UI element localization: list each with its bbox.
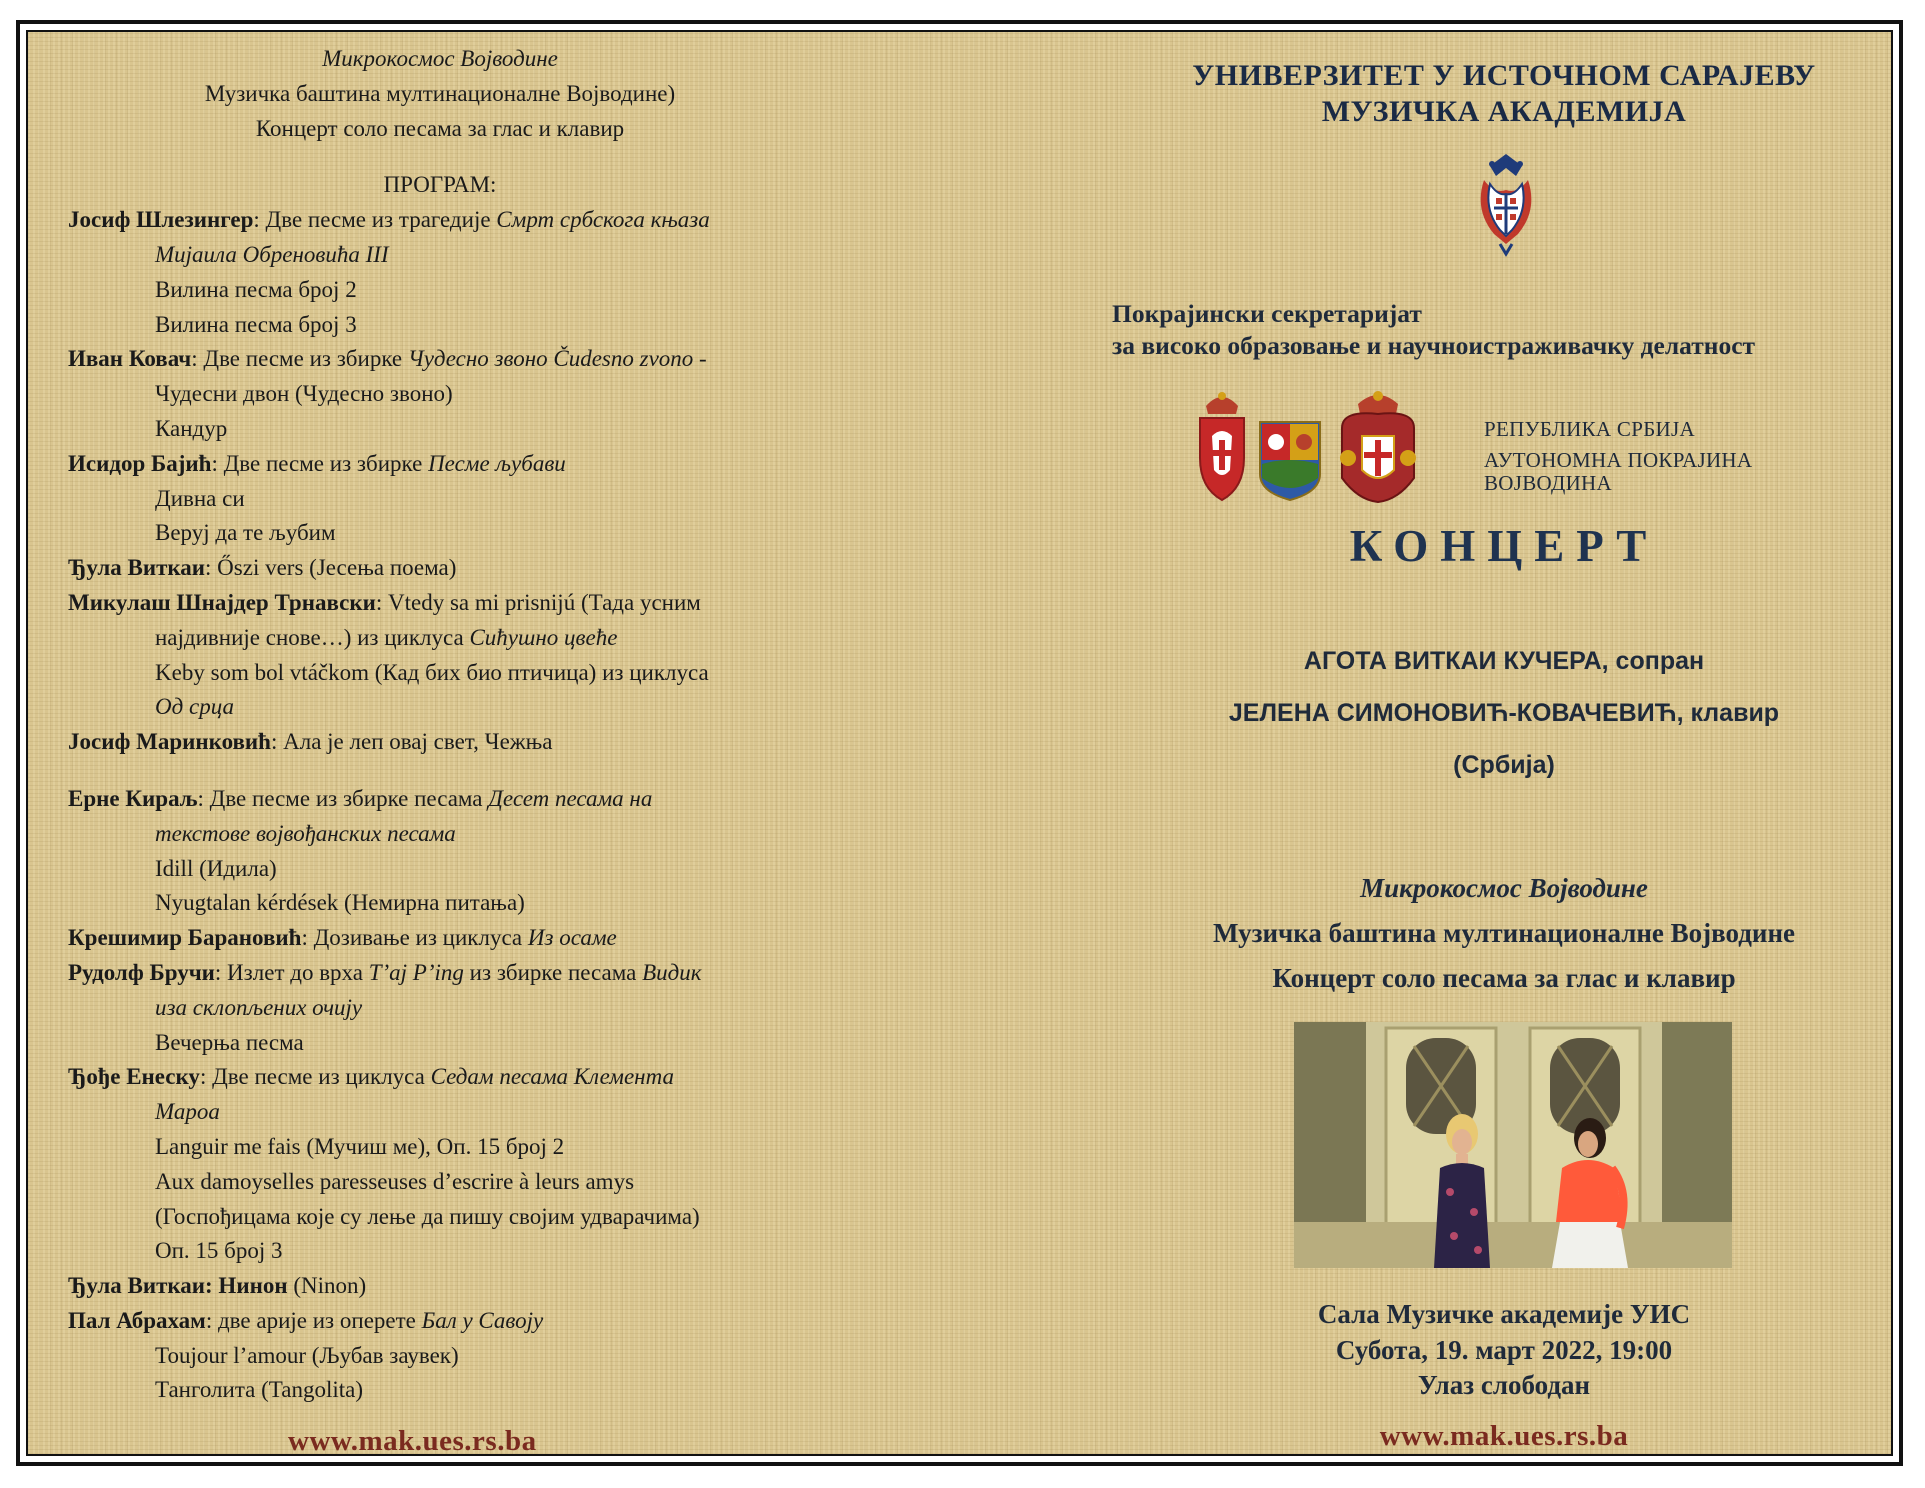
work-title: Toujour l’amour (Љубав заувек)	[155, 1342, 459, 1368]
work-description: : Дозивање из циклуса	[301, 925, 528, 951]
program-entry	[68, 956, 812, 991]
event-details	[1078, 1297, 1893, 1404]
program-entry-continued	[68, 817, 812, 852]
work-description: : Őszi vers (Јесења поема)	[205, 555, 457, 581]
page-frame	[16, 20, 1903, 1466]
entry-info: Улаз слободан	[1417, 1370, 1591, 1400]
program-entry-continued	[68, 516, 812, 551]
program-header-series: Микрокосмос Војводине	[322, 46, 558, 71]
work-description: -	[693, 346, 707, 372]
vojvodina-coat-of-arms-icon	[1260, 422, 1320, 500]
performer-soprano: АГОТА ВИТКАИ КУЧЕРА, сопран	[1303, 647, 1705, 675]
composer-name: Ђула Виткаи	[68, 555, 206, 581]
composer-name: Ђула Виткаи: Нинон	[68, 1273, 288, 1299]
work-description: : Две песме из циклуса	[199, 1064, 431, 1090]
work-description: из збирке песама	[463, 959, 643, 985]
work-title: Nyugtalan kérdések (Немирна питања)	[155, 890, 525, 916]
program-entry	[68, 203, 812, 238]
work-collection-title: Бал у Савоју	[421, 1307, 544, 1333]
program-entry	[68, 551, 812, 586]
composer-name: Иван Ковач	[68, 346, 192, 372]
program-entry-continued	[68, 238, 812, 273]
work-description: (Ninon)	[287, 1273, 367, 1299]
program-entry-continued	[68, 991, 812, 1026]
work-collection-title: Седам песама Клемента	[430, 1064, 674, 1090]
program-entry	[68, 725, 812, 760]
work-collection-title: T’aj P’ing	[368, 959, 464, 985]
program-entry	[68, 1269, 812, 1304]
program-entry-continued	[68, 482, 812, 517]
program-entry-continued	[68, 886, 812, 921]
institution-heading	[1078, 58, 1893, 130]
government-labels	[1484, 414, 1752, 499]
work-title: Дивна си	[155, 485, 245, 511]
program-header-subtitle: Музичка баштина мултинационалне Војводине)	[204, 80, 676, 106]
program-entry	[68, 1304, 812, 1339]
work-description: : Две песме из збирке	[191, 346, 408, 372]
work-description: : Излет до врха	[214, 959, 369, 985]
performers-country: (Србија)	[1453, 751, 1555, 779]
program-entry-continued	[68, 1165, 812, 1200]
work-collection-title: Од срца	[155, 694, 234, 720]
program-entry	[68, 782, 812, 817]
secretariat-line-1: Покрајински секретаријат	[1112, 299, 1422, 328]
series-subtitle: Музичка баштина мултинационалне Војводине	[1212, 918, 1796, 948]
work-title: Вилина песма број 2	[155, 276, 357, 302]
work-description: : Две песме из збирке	[211, 450, 429, 476]
program-panel	[68, 42, 812, 1408]
composer-name: Пал Абрахам	[68, 1307, 206, 1333]
series-concert-type: Концерт соло песама за глас и клавир	[1272, 963, 1736, 993]
work-collection-title: Сићушно цвеће	[469, 624, 618, 650]
program-entry-continued	[68, 852, 812, 887]
republic-label: РЕПУБЛИКА СРБИЈА	[1484, 417, 1695, 441]
work-title: Aux damoyselles paresseuses d’escrire à leurs amys	[155, 1168, 635, 1194]
program-entry-continued	[68, 273, 812, 308]
program-header-concert: Концерт соло песама за глас и клавир	[255, 115, 625, 141]
program-list	[68, 203, 812, 1408]
program-entry-continued	[68, 690, 812, 725]
performers	[1078, 635, 1893, 791]
concert-title: КОНЦЕРТ	[1349, 521, 1659, 571]
program-entry	[68, 586, 812, 621]
work-title: (Госпођицама које су лење да пишу својим удварачима)	[155, 1203, 700, 1229]
program-entry-continued	[68, 621, 812, 656]
program-entry	[68, 342, 812, 377]
performer-piano: ЈЕЛЕНА СИМОНОВИЋ-КОВАЧЕВИЋ, клавир	[1228, 699, 1780, 727]
academy-name: МУЗИЧКА АКАДЕМИЈА	[1321, 95, 1687, 128]
event-datetime: Субота, 19. март 2022, 19:00	[1335, 1334, 1673, 1365]
work-title: Languir me fais (Мучиш ме), Оп. 15 број 2	[155, 1133, 565, 1159]
lyre-emblem-icon	[1470, 150, 1542, 260]
performers-photo	[1294, 1022, 1732, 1268]
work-title: Вилина песма број 3	[155, 311, 357, 337]
program-entry	[68, 447, 812, 482]
work-title: Оп. 15 број 3	[155, 1238, 283, 1264]
composer-name: Јосиф Шлезингер	[68, 207, 254, 233]
program-entry-continued	[68, 308, 812, 343]
composer-name: Јосиф Маринковић	[68, 729, 271, 755]
program-entry	[68, 1060, 812, 1095]
composer-name: Исидор Бајић	[68, 450, 212, 476]
program-entry	[68, 921, 812, 956]
work-description: : Две песме из трагедије	[253, 207, 497, 233]
program-entry-continued	[68, 1130, 812, 1165]
province-label-1: АУТОНОМНА ПОКРАЈИНА	[1484, 448, 1753, 472]
program-entry-continued	[68, 1026, 812, 1061]
serbia-coat-of-arms-icon	[1200, 392, 1244, 500]
composer-name: Ђође Енеску	[68, 1064, 200, 1090]
work-description: : Vtedy sa mi prisnijú (Тада усним	[375, 589, 701, 615]
right-website-url: www.mak.ues.rs.ba	[1379, 1420, 1629, 1452]
composer-name: Микулаш Шнајдер Трнавски	[68, 589, 376, 615]
secretariat-name	[1112, 298, 1755, 362]
composer-name: Ерне Кираљ	[68, 785, 198, 811]
program-entry-continued	[68, 656, 812, 691]
work-title: Чудесни двон (Чудесно звоно)	[155, 381, 453, 407]
program-entry-continued	[68, 377, 812, 412]
series-info	[1078, 866, 1893, 1001]
program-title: ПРОГРАМ:	[383, 172, 497, 198]
work-collection-title: текстове војвођанских песама	[155, 820, 456, 846]
work-collection-title: Мароа	[155, 1099, 220, 1125]
work-collection-title: Десет песама на	[488, 785, 653, 811]
work-collection-title: Из осаме	[527, 925, 617, 951]
work-title: Idill (Идила)	[155, 855, 277, 881]
work-title: Keby som bol vtáčkom (Кад бих био птичица) из циклуса	[155, 659, 709, 685]
coats-of-arms	[1192, 388, 1432, 508]
work-description: : две арије из оперете	[205, 1307, 422, 1333]
program-spacer	[68, 760, 812, 782]
work-title: Веруј да те љубим	[155, 520, 336, 546]
work-collection-title: Смрт србскога књаза	[496, 207, 710, 233]
work-description: : Две песме из збирке песама	[197, 785, 489, 811]
work-description: : Ала је леп овај свет, Чежња	[270, 729, 553, 755]
work-collection-title: Мијаила Обреновића III	[155, 241, 389, 267]
work-title: најдивније снове…) из циклуса	[155, 624, 470, 650]
work-title: Вечерња песма	[155, 1029, 304, 1055]
venue-name: Сала Музичке академије УИС	[1317, 1299, 1691, 1329]
university-name: УНИВЕРЗИТЕТ У ИСТОЧНОМ САРАЈЕВУ	[1192, 59, 1816, 92]
program-entry-continued	[68, 1339, 812, 1374]
program-entry-continued	[68, 1373, 812, 1408]
composer-name: Рудолф Бручи	[68, 959, 215, 985]
secretariat-line-2: за високо образовање и научноистраживачку делатност	[1112, 331, 1756, 360]
work-title: Кандур	[155, 415, 228, 441]
work-collection-title: Чудесно звоно Čudesno zvono	[407, 346, 694, 372]
program-entry-continued	[68, 412, 812, 447]
brochure	[26, 30, 1893, 1456]
series-title: Микрокосмос Војводине	[1360, 873, 1648, 903]
program-entry-continued	[68, 1234, 812, 1269]
left-website-url: www.mak.ues.rs.ba	[288, 1425, 537, 1456]
program-entry-continued	[68, 1095, 812, 1130]
province-coat-of-arms-icon	[1340, 391, 1416, 502]
work-title: Танголита (Tangolita)	[155, 1377, 363, 1403]
province-label-2: ВОЈВОДИНА	[1484, 471, 1612, 495]
composer-name: Крешимир Барановић	[68, 925, 302, 951]
work-collection-title: Видик	[642, 959, 702, 985]
work-collection-title: Песме љубави	[428, 450, 566, 476]
work-collection-title: иза склопљених очију	[155, 994, 363, 1020]
program-entry-continued	[68, 1200, 812, 1235]
